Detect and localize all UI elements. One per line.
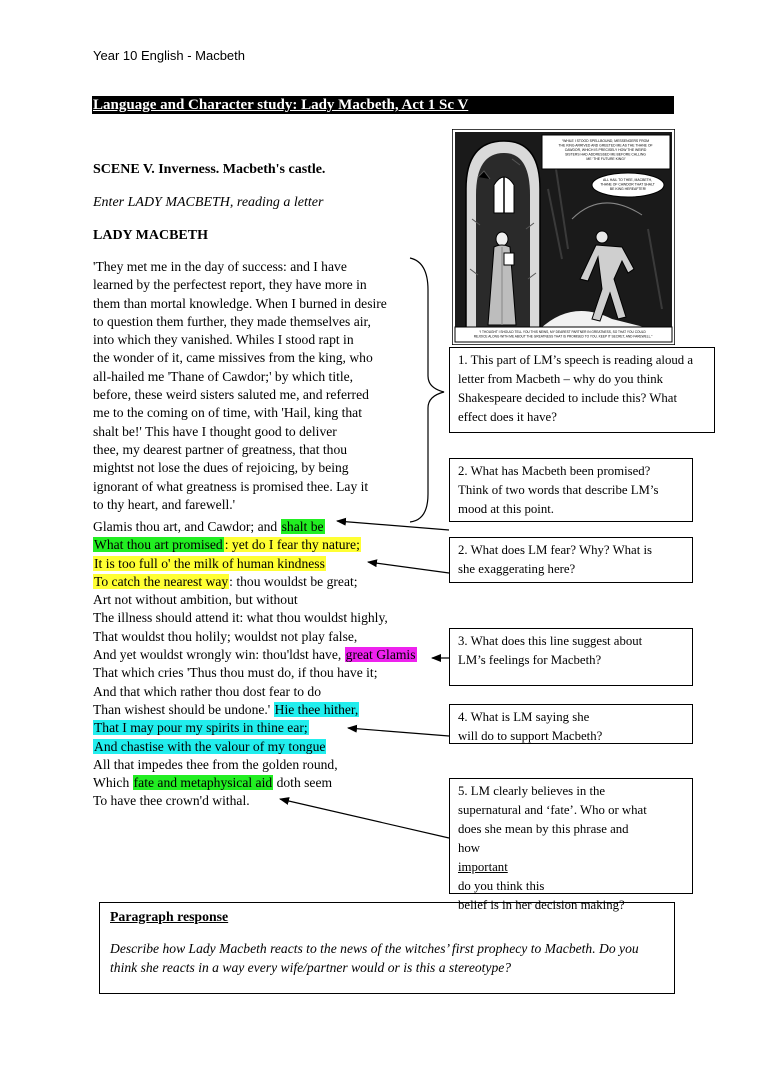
verse-line: All that impedes thee from the golden round, [93,756,338,772]
highlight-fate: fate and metaphysical aid [133,775,273,791]
verse-segment: Glamis thou art, and Cawdor; and [93,519,281,534]
paragraph-prompt: Describe how Lady Macbeth reacts to the news of the witches’ first prophecy to Macbeth. Do you think she reacts in a way every wife/partner would or is this a stereotype? [110,941,639,975]
verse-line: To have thee crown'd withal. [93,793,250,809]
highlight-spirits: That I may pour my spirits in thine ear; [94,720,308,736]
letter-line: me to the coming on of time, with 'Hail, king that [93,405,362,421]
verse-line [93,536,417,554]
question-box-3 [449,537,693,583]
underlined-word: important [458,860,508,874]
letter-line: ignorant of what greatness is promised thee. Lay it [93,478,369,494]
verse-segment: doth seem [273,775,333,791]
verse-line [93,646,417,664]
question-line: belief is in her decision making? [458,898,625,912]
verse-segment: Than wishest should be undone.' [93,701,274,717]
question-segment: do you think this [458,879,545,893]
comic-caption-top: “WHILE I STOOD SPELLBOUND, MESSENGERS FROM THE KING ARRIVED AND GREETED ME AS THE THANE OF CAWDOR, WHICH IS PRECISELY HOW THE WEIRD SISTERS HAD ADDRESSED ME BEFORE CALLING ME ‘THE FUTURE KING!’ [558,139,653,161]
page-header: Year 10 English - Macbeth [93,48,246,63]
paragraph-response-box [99,902,675,994]
verse-text [93,518,417,811]
verse-line [93,573,417,591]
comic-panel [452,129,675,345]
verse-line [93,555,417,573]
question-line: does she mean by this phrase and [458,822,629,836]
letter-line: shalt be!' This have I thought good to deliver [93,423,337,439]
question-line: Think of two words that describe LM’s [458,483,659,497]
question-line: 3. What does this line suggest about [458,634,643,648]
verse-line [93,719,417,737]
letter-bracket [410,258,444,522]
question-line: will do to support Macbeth? [458,729,603,743]
letter-line: to thy heart, and farewell.' [93,496,236,512]
comic-speech-bubble: ALL HAIL TO THEE, MACBETH, THANE OF CAWDOR THAT SHALT BE KING HEREAFTER! [600,178,655,191]
verse-line [93,774,417,792]
question-line: Shakespeare decided to include this? What [458,391,678,405]
question-line: letter from Macbeth – why do you think [458,372,664,386]
highlight-shalt-be: shalt be [281,519,324,534]
letter-text [93,258,387,514]
paragraph-title: Paragraph response [110,909,229,924]
verse-line: The illness should attend it: what thou wouldst highly, [93,610,388,626]
verse-line [93,738,417,756]
verse-line [93,518,417,536]
scene-heading: SCENE V. Inverness. Macbeth's castle. [93,162,326,177]
question-segment: how [458,841,481,855]
letter-line: into which they vanished. Whiles I stood rapt in [93,332,354,348]
question-line: 1. This part of LM’s speech is reading aloud a [458,353,694,367]
comic-caption-bottom: “I THOUGHT I SHOULD TELL YOU THIS NEWS, MY DEAREST PARTNER IN GREATNESS, SO THAT YOU COULD REJOICE ALONG WITH ME ABOUT THE GREATNESS THAT IS PROMISED TO YOU. KEEP IT SECRET, AND FAREWELL.” [473,330,653,339]
question-line: 4. What is LM saying she [458,710,590,724]
verse-line: That which cries 'Thus thou must do, if thou have it; [93,665,378,681]
question-box-5 [449,704,693,744]
letter-line: to question them further, they made themselves air, [93,313,371,329]
question-line: effect does it have? [458,410,557,424]
question-line: mood at this point. [458,502,554,516]
question-box-1 [449,347,715,433]
speaker-name: LADY MACBETH [93,228,208,243]
letter-line: learned by the perfectest report, they have more in [93,277,367,293]
question-line: 5. LM clearly believes in the [458,784,606,798]
letter-line: thee, my dearest partner of greatness, that thou [93,441,348,457]
letter-line: them than mortal knowledge. When I burned in desire [93,295,387,311]
question-box-2 [449,458,693,522]
highlight-chastise: And chastise with the valour of my tongue [94,738,326,754]
question-line: 2. What does LM fear? Why? What is [458,543,653,557]
question-line [458,839,684,896]
question-line: 2. What has Macbeth been promised? [458,464,651,478]
question-line: LM’s feelings for Macbeth? [458,653,602,667]
letter-line: before, these weird sisters saluted me, and referred [93,387,369,403]
letter-line: the wonder of it, came missives from the king, who [93,350,373,366]
highlight-great-glamis: great Glamis [345,647,416,663]
verse-segment: And yet wouldst wrongly win: thou'ldst have, [93,647,345,663]
verse-line [93,701,417,719]
verse-line: And that which rather thou dost fear to do [93,683,322,699]
verse-segment: Which [93,775,133,791]
question-box-6 [449,778,693,912]
letter-line: 'They met me in the day of success: and I have [93,259,347,274]
highlight-nearest-way: To catch the nearest way [94,573,229,589]
highlight-milk: It is too full o' the milk of human kindness [94,555,325,571]
letter-line: all-hailed me 'Thane of Cawdor;' by which title, [93,368,354,384]
verse-line: Art not without ambition, but without [93,592,298,608]
stage-direction: Enter LADY MACBETH, reading a letter [93,195,324,210]
letter-line: mightst not lose the dues of rejoicing, by being [93,460,349,476]
verse-line: That wouldst thou holily; wouldst not play false, [93,628,358,644]
question-line: she exaggerating here? [458,562,576,576]
highlight-promised: What thou art promised [94,537,223,553]
highlight-fear: : yet do I fear thy nature; [224,537,360,553]
question-box-4 [449,628,693,686]
page-title: Language and Character study: Lady Macbeth, Act 1 Sc V [93,97,469,113]
verse-segment: : thou wouldst be great; [229,573,358,589]
highlight-hie-thee: Hie thee hither, [274,701,359,717]
question-line: supernatural and ‘fate’. Who or what [458,803,647,817]
title-bar [92,96,674,114]
